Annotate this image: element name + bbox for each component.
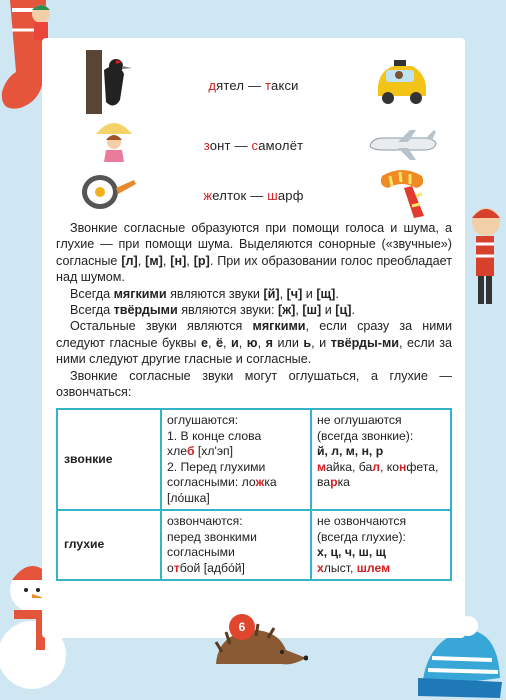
table-cell: оглушаются: 1. В конце слова хлеб [хл'эп] 2. Перед глухими согласными: ложка [лóшка] <box>161 409 311 510</box>
table-row <box>57 510 451 580</box>
paragraph-voiced-voiceless: Звонкие согласные образуются при помощи голоса и шума, а глухие — при помощи шума. Выделяются сонорные («звучные») согласные [л], [м], [н], [р]. При их образовании голос преобладает над шумом. <box>56 221 452 285</box>
frying-pan-icon <box>80 170 136 214</box>
airplane-icon <box>368 128 438 162</box>
word-pair-text: дятел — такси <box>208 78 299 93</box>
table-cell: не озвончаются (всегда глухие): х, ц, ч, ш, щ хлыст, шлем <box>311 510 451 580</box>
word-pair-text: зонт — самолёт <box>203 138 304 153</box>
boy-decoration-icon <box>26 2 56 42</box>
row-header-voiceless: глухие <box>57 510 161 580</box>
scarf-icon <box>376 166 430 220</box>
paragraph-table-intro: Звонкие согласные звуки могут оглушаться, а глухие — озвончаться: <box>56 368 452 400</box>
word-pair-text: желток — шарф <box>203 188 304 203</box>
scarf-decoration-icon <box>462 200 506 310</box>
woodpecker-icon <box>86 50 134 114</box>
paragraph-other-sounds: Остальные звуки являются мягкими, если сразу за ними следуют гласные буквы е, ё, и, ю, я или ь, и твёрды-ми, если за ними следуют другие гласные и согласные. <box>56 319 452 367</box>
table-row <box>57 409 451 510</box>
rules-text <box>56 220 452 400</box>
page-number: 6 <box>229 614 255 640</box>
paragraph-always-hard: Всегда твёрдыми являются звуки: [ж], [ш] и [ц]. <box>70 303 355 318</box>
textbook-page <box>42 38 465 638</box>
hedgehog-icon <box>212 622 308 670</box>
umbrella-girl-icon <box>94 116 134 166</box>
paragraph-always-soft: Всегда мягкими являются звуки [й], [ч] и [щ]. <box>70 286 339 301</box>
consonant-rules-table <box>56 408 452 581</box>
table-cell: озвончаются: перед звонкими согласными отбой [адбóй] <box>161 510 311 580</box>
word-pair-1 <box>42 56 465 116</box>
row-header-voiced: звонкие <box>57 409 161 510</box>
taxi-icon <box>372 56 430 106</box>
word-pair-3 <box>42 166 465 226</box>
table-cell: не оглушаются (всегда звонкие): й, л, м, н, р майка, бал, конфета, варка <box>311 409 451 510</box>
